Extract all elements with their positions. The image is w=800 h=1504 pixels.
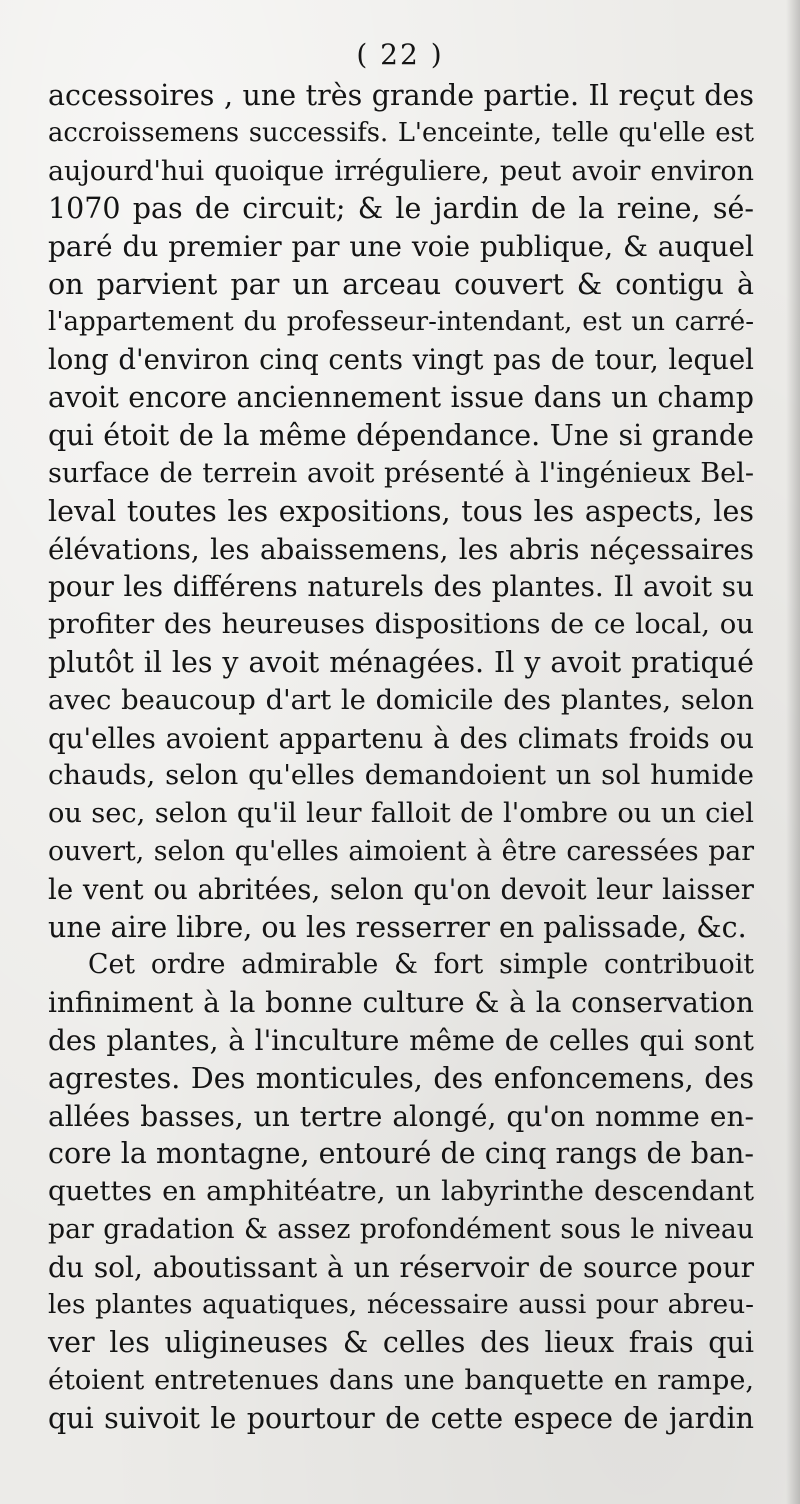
text-line: pour les différens naturels des plantes. Il avoit su bbox=[48, 570, 754, 604]
text-line: par gradation & assez profondément sous le niveau bbox=[48, 1213, 754, 1245]
text-line: infiniment à la bonne culture & à la conservation bbox=[48, 986, 754, 1020]
text-line: les plantes aquatiques, nécessaire aussi pour abreu- bbox=[48, 1289, 754, 1320]
text-line: accroissemens successifs. L'enceinte, telle qu'elle est bbox=[48, 117, 754, 148]
text-line: avec beaucoup d'art le domicile des plantes, selon bbox=[48, 684, 754, 716]
text-line: surface de terrein avoit présenté à l'ingénieux Bel- bbox=[48, 457, 754, 489]
text-line: élévations, les abaissemens, les abris néçessaires bbox=[48, 532, 754, 566]
text-line: chauds, selon qu'elles demandoient un sol humide bbox=[48, 760, 754, 792]
text-line: une aire libre, ou les resserrer en palissade, &c. bbox=[48, 910, 747, 944]
text-line: plutôt il les y avoit ménagées. Il y avoit pratiqué bbox=[48, 645, 754, 679]
text-line: ou sec, selon qu'il leur falloit de l'ombre ou un ciel bbox=[48, 798, 754, 830]
text-line: quettes en amphitéatre, un labyrinthe descendant bbox=[48, 1176, 754, 1208]
text-line: core la montagne, entouré de cinq rangs de ban- bbox=[48, 1137, 754, 1171]
text-line: le vent ou abritées, selon qu'on devoit leur laisser bbox=[48, 872, 754, 906]
text-line: long d'environ cinq cents vingt pas de tour, lequel bbox=[48, 343, 754, 376]
text-line: qu'elles avoient appartenu à des climats froids ou bbox=[48, 721, 754, 755]
text-line: allées basses, un tertre alongé, qu'on nomme en- bbox=[48, 1099, 754, 1133]
text-line: 1070 pas de circuit; & le jardin de la reine, sé- bbox=[48, 192, 754, 226]
text-line: agrestes. Des monticules, des enfoncemens, des bbox=[48, 1061, 754, 1095]
text-line: paré du premier par une voie publique, & auquel bbox=[48, 230, 754, 264]
text-line: des plantes, à l'inculture même de celles qui sont bbox=[48, 1023, 754, 1057]
text-line: du sol, aboutissant à un réservoir de source pour bbox=[48, 1250, 754, 1284]
text-line: profiter des heureuses dispositions de ce local, ou bbox=[48, 608, 754, 641]
text-line: on parvient par un arceau couvert & contigu à bbox=[48, 267, 754, 301]
text-line: ver les uligineuses & celles des lieux frais qui bbox=[48, 1326, 754, 1360]
text-line: ouvert, selon qu'elles aimoient à être caressées par bbox=[48, 835, 754, 867]
text-line: qui étoit de la même dépendance. Une si grande bbox=[48, 419, 754, 453]
text-line: aujourd'hui quoique irréguliere, peut avoir environ bbox=[48, 155, 754, 187]
text-line: l'appartement du professeur-intendant, est un carré- bbox=[48, 306, 754, 337]
text-line: Cet ordre admirable & fort simple contribuoit bbox=[88, 949, 754, 981]
text-line: accessoires , une très grande partie. Il reçut des bbox=[48, 79, 754, 112]
text-line: étoient entretenues dans une banquette en rampe, bbox=[48, 1365, 754, 1397]
text-line: qui suivoit le pourtour de cette espece de jardin bbox=[48, 1401, 754, 1435]
text-line: avoit encore anciennement issue dans un champ bbox=[48, 381, 754, 415]
text-line: leval toutes les expositions, tous les aspects, les bbox=[48, 494, 754, 528]
body-text bbox=[48, 77, 754, 1438]
page-number: ( 22 ) bbox=[356, 38, 444, 71]
